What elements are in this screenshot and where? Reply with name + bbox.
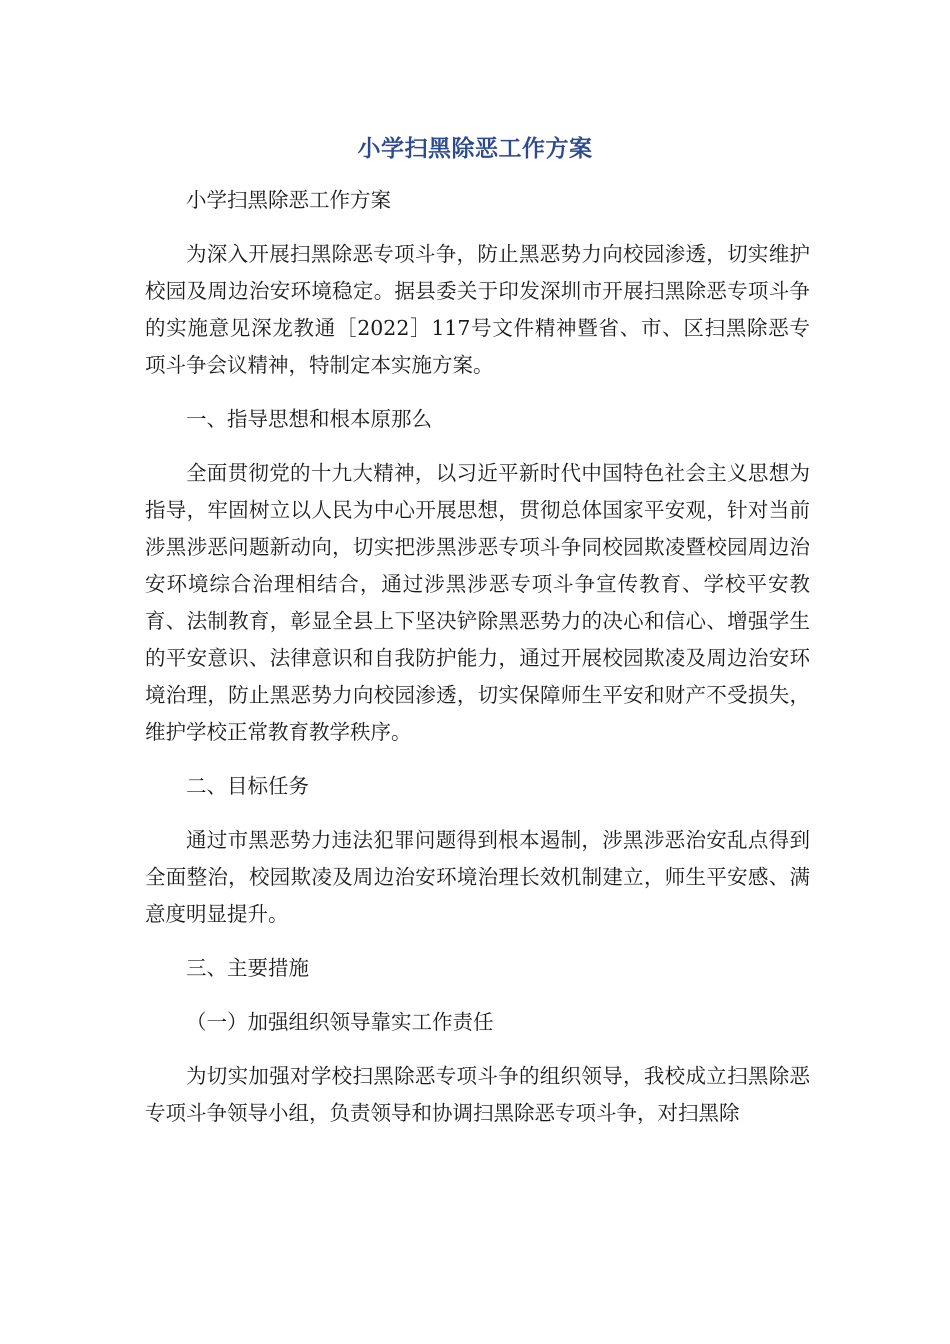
guiding-principles-paragraph: 全面贯彻党的十九大精神，以习近平新时代中国特色社会主义思想为指导，牢固树立以人民为中心开展思想，贯彻总体国家平安观，针对当前涉黑涉恶问题新动向，切实把涉黑涉恶专项斗争同校园欺凌暨校园周边治安环境综合治理相结合，通过涉黑涉恶专项斗争宣传教育、学校平安教育、法制教育，彰显全县上下坚决铲除黑恶势力的决心和信心、增强学生的平安意识、法律意识和自我防护能力，通过开展校园欺凌及周边治安环境治理，防止黑恶势力向校园渗透，切实保障师生平安和财产不受损失，维护学校正常教育教学秩序。: [145, 461, 810, 744]
section-heading-measures: 三、主要措施: [186, 956, 309, 980]
intro-paragraph: 为深入开展扫黑除恶专项斗争，防止黑恶势力向校园渗透，切实维护校园及周边治安环境稳定。据县委关于印发深圳市开展扫黑除恶专项斗争的实施意见深龙教通［2022］117号文件精神暨省、市、区扫黑除恶专项斗争会议精神，特制定本实施方案。: [145, 242, 810, 377]
document-body: [145, 182, 810, 1149]
section-heading-guiding-principles: 一、指导思想和根本原那么: [186, 407, 432, 431]
subtitle-paragraph: 小学扫黑除恶工作方案: [186, 188, 391, 212]
subsection-heading-organization: （一）加强组织领导靠实工作责任: [186, 1010, 494, 1034]
goals-paragraph: 通过市黑恶势力违法犯罪问题得到根本遏制，涉黑涉恶治安乱点得到全面整治，校园欺凌及周边治安环境治理长效机制建立，师生平安感、满意度明显提升。: [145, 828, 810, 926]
organization-paragraph: 为切实加强对学校扫黑除恶专项斗争的组织领导，我校成立扫黑除恶专项斗争领导小组，负责领导和协调扫黑除恶专项斗争，对扫黑除: [145, 1064, 810, 1125]
document-title: 小学扫黑除恶工作方案: [357, 136, 593, 162]
section-heading-goals: 二、目标任务: [186, 774, 309, 798]
